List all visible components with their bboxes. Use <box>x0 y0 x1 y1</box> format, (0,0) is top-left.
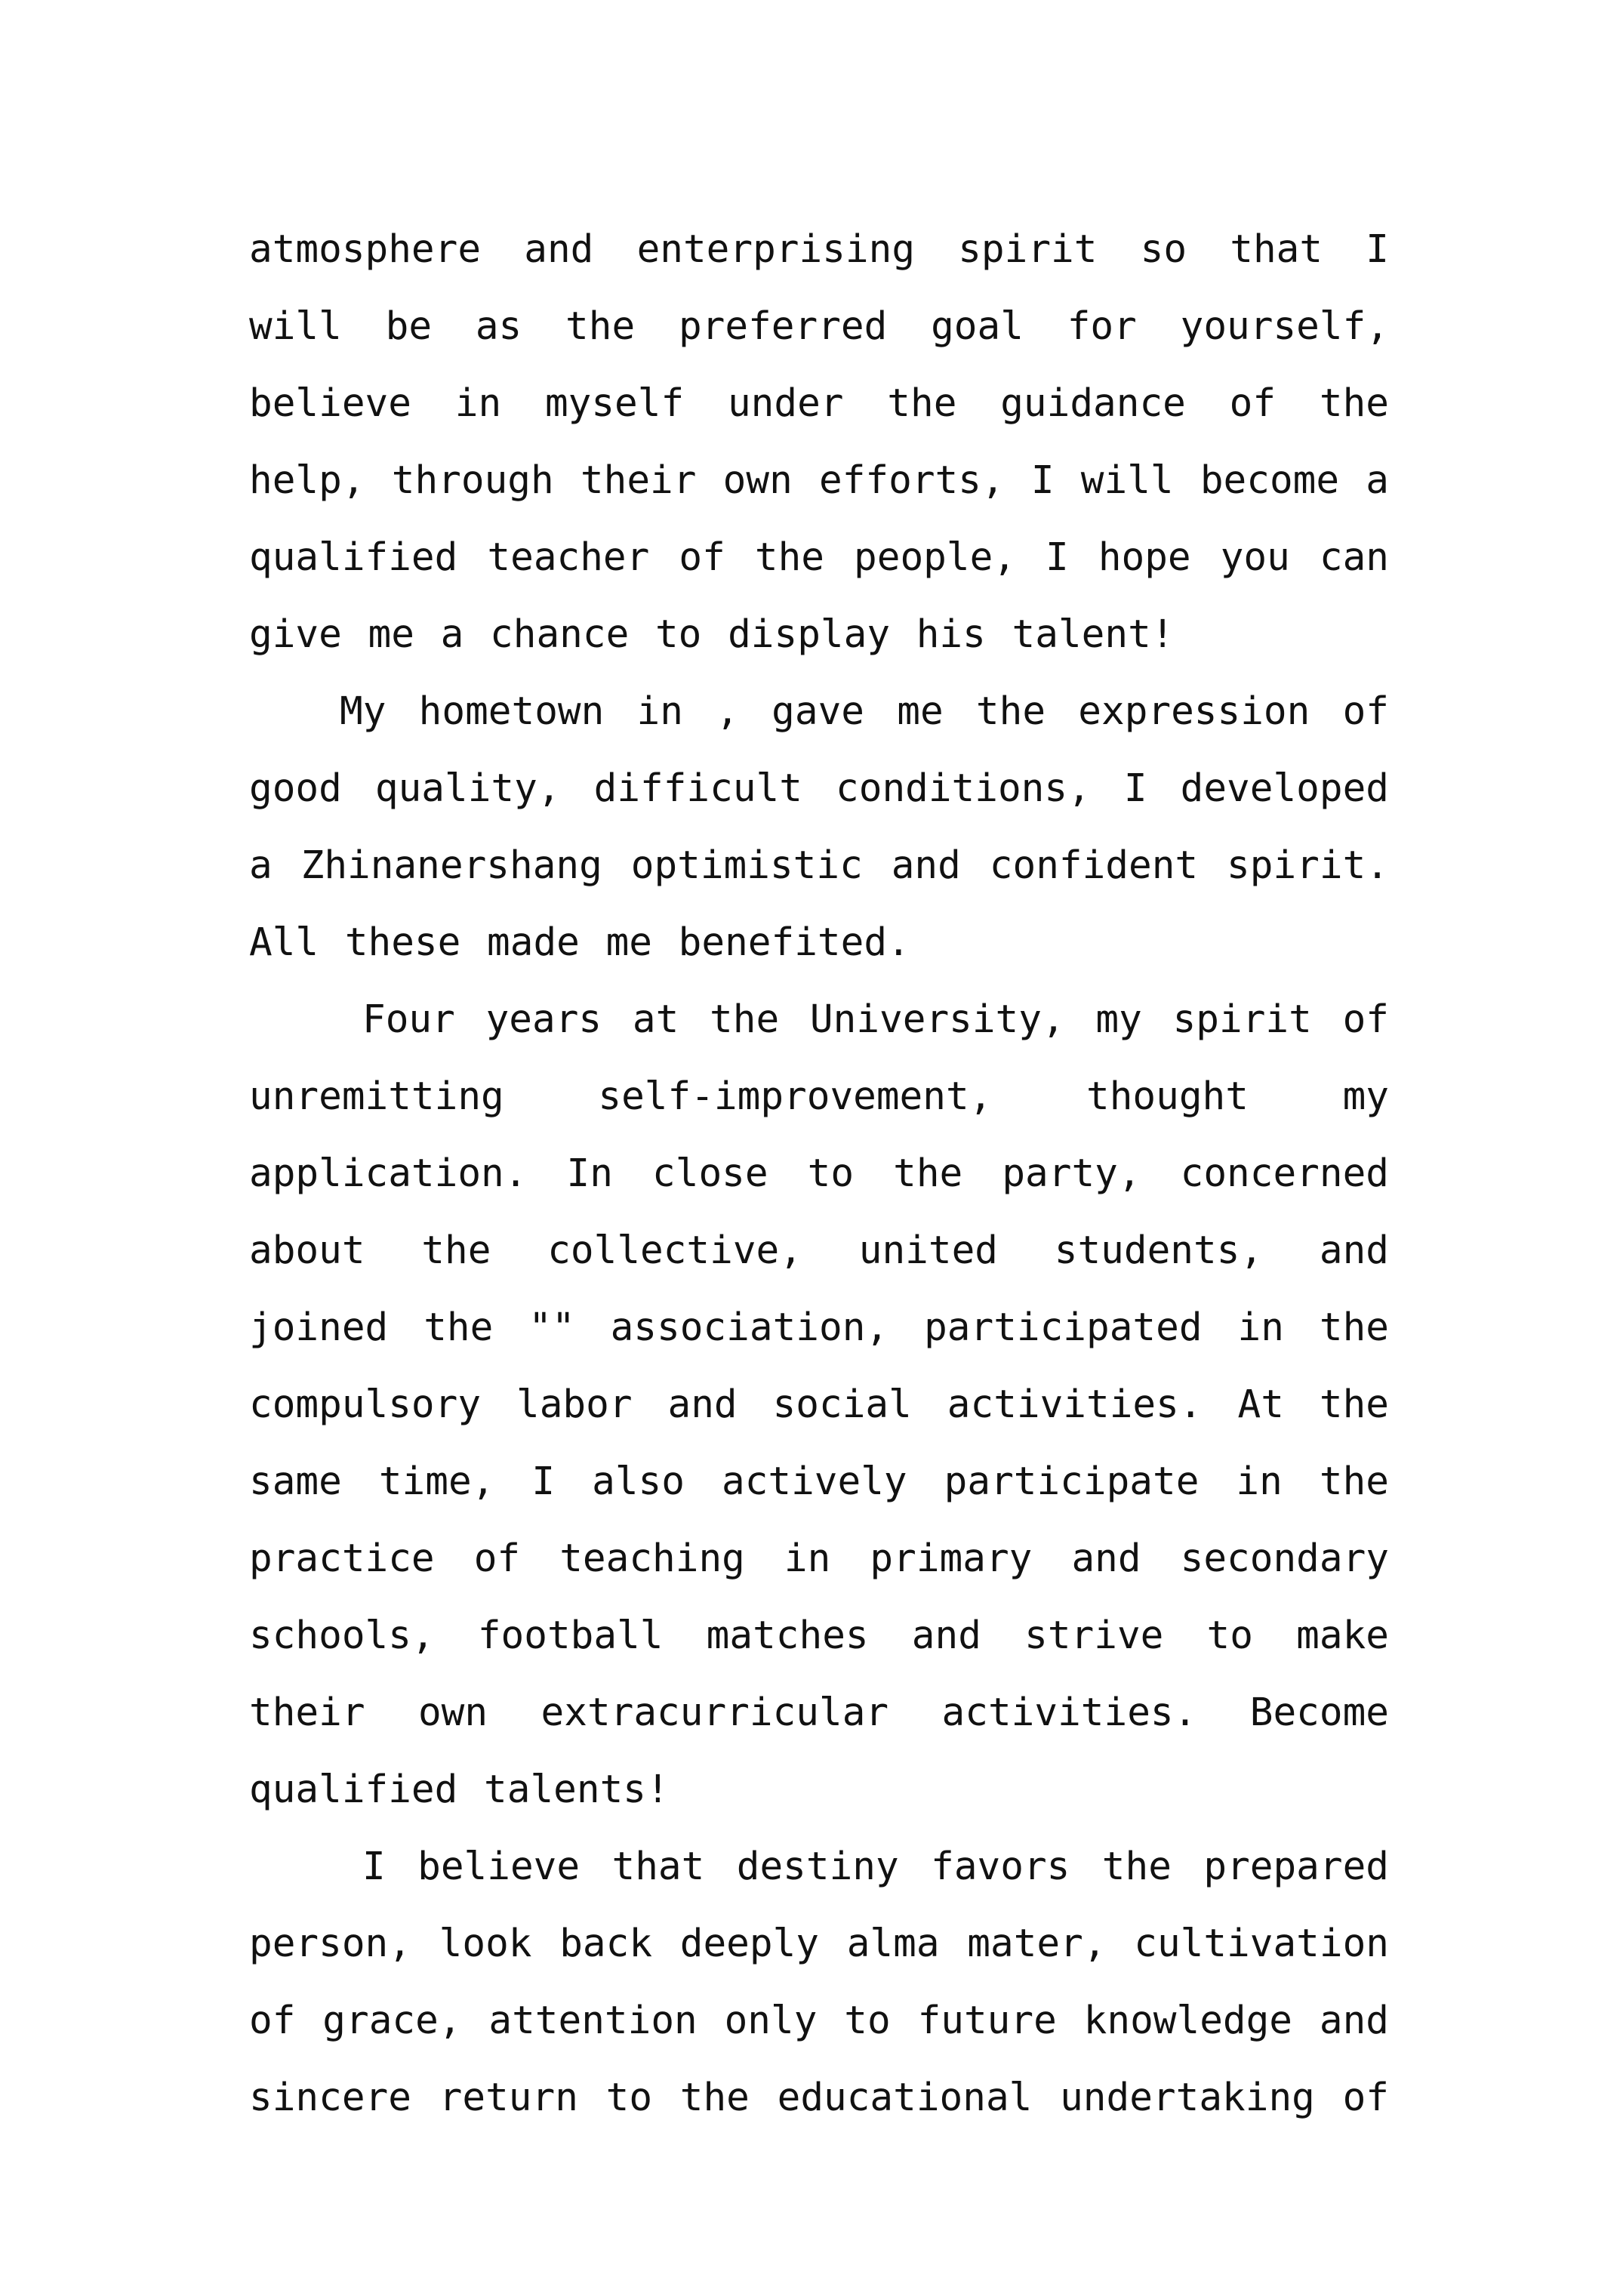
paragraph-4: I believe that destiny favors the prepared person, look back deeply alma mater, cultivation of grace, attention only to future knowledge and sincere return to the educational undertaking of <box>249 1845 1389 2120</box>
paragraph-3: Four years at the University, my spirit of unremitting self-improvement, thought my application. In close to the party, concerned about the collective, united students, and joined the "" association, participated in the compulsory labor and social activities. At the same time, I also actively participate in the practice of teaching in primary and secondary schools, football matches and strive to make their own extracurricular activities. Become qualified talents! <box>249 997 1389 1812</box>
paragraph-1: atmosphere and enterprising spirit so that I will be as the preferred goal for yourself, believe in myself under the guidance of the help, through their own efforts, I will become a qualified teacher of the people, I hope you can give me a chance to display his talent! <box>249 227 1389 657</box>
paragraph-2: My hometown in , gave me the expression of good quality, difficult conditions, I developed a Zhinanershang optimistic and confident spirit. All these made me benefited. <box>249 689 1389 965</box>
document-body <box>249 211 1389 2137</box>
